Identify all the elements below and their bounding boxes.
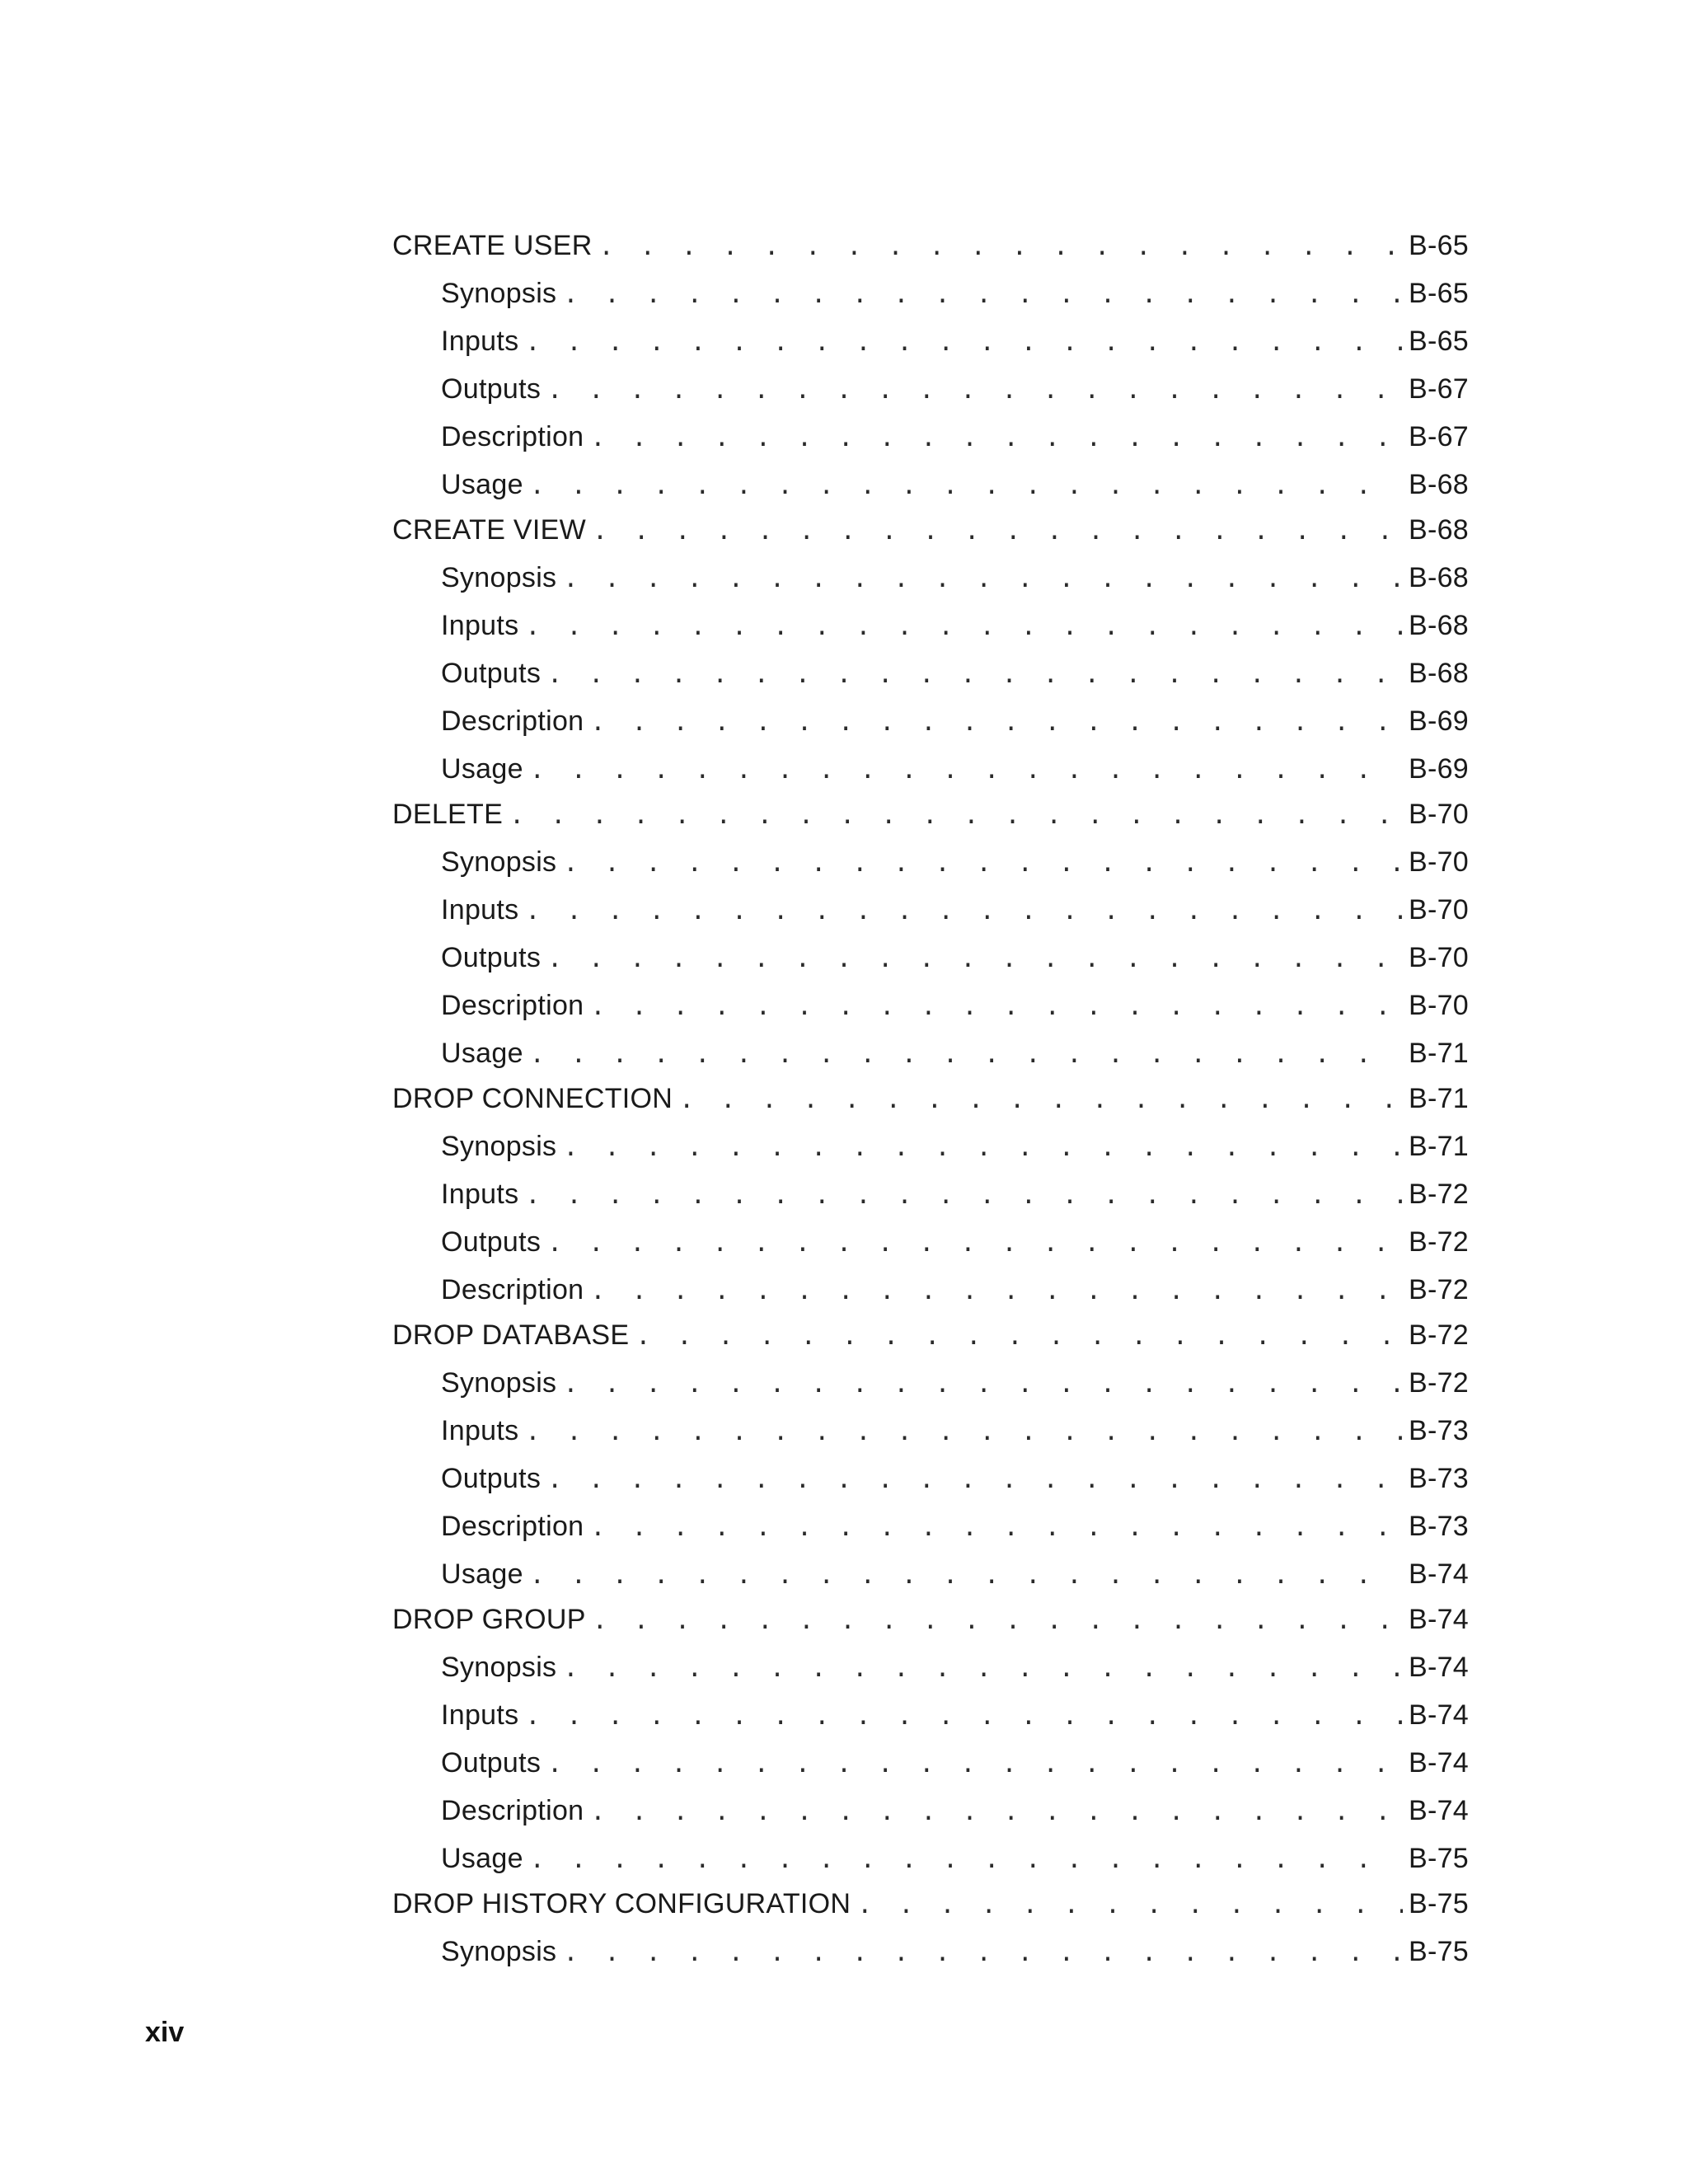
toc-subsection-entry[interactable] xyxy=(392,846,1469,880)
toc-entry-page: B-74 xyxy=(1408,1747,1469,1779)
dot-leader xyxy=(563,847,1403,880)
toc-entry-label: DROP HISTORY CONFIGURATION xyxy=(392,1888,851,1919)
toc-subsection-entry[interactable] xyxy=(392,1414,1469,1449)
toc-entry-page: B-70 xyxy=(1408,846,1469,878)
toc-entry-page: B-74 xyxy=(1408,1652,1469,1683)
dot-leader xyxy=(525,895,1403,928)
dot-leader xyxy=(530,470,1403,503)
dot-leader xyxy=(563,279,1403,312)
toc-subsection-entry[interactable] xyxy=(392,1510,1469,1544)
toc-entry-label: Description xyxy=(441,1274,584,1305)
toc-entry-label: Synopsis xyxy=(441,278,557,309)
toc-entry-label: Inputs xyxy=(441,326,519,357)
toc-subsection-entry[interactable] xyxy=(392,1226,1469,1260)
toc-subsection-entry[interactable] xyxy=(392,1794,1469,1829)
toc-entry-page: B-69 xyxy=(1408,753,1469,785)
toc-entry-page: B-65 xyxy=(1408,230,1469,261)
toc-entry-page: B-72 xyxy=(1408,1274,1469,1305)
toc-entry-page: B-67 xyxy=(1408,373,1469,405)
toc-entry-page: B-72 xyxy=(1408,1367,1469,1399)
toc-entry-label: Description xyxy=(441,1795,584,1826)
dot-leader xyxy=(593,1605,1403,1638)
dot-leader xyxy=(525,1416,1403,1449)
toc-entry-label: Usage xyxy=(441,753,523,785)
toc-subsection-entry[interactable] xyxy=(392,609,1469,644)
toc-section-entry[interactable] xyxy=(392,1603,1469,1638)
toc-subsection-entry[interactable] xyxy=(392,325,1469,359)
toc-subsection-entry[interactable] xyxy=(392,989,1469,1024)
dot-leader xyxy=(525,326,1403,359)
toc-entry-label: Usage xyxy=(441,1843,523,1874)
dot-leader xyxy=(590,1511,1403,1544)
dot-leader xyxy=(530,1844,1403,1877)
dot-leader xyxy=(547,1464,1403,1497)
dot-leader xyxy=(590,706,1403,739)
dot-leader xyxy=(590,1796,1403,1829)
dot-leader xyxy=(563,563,1403,596)
toc-entry-page: B-65 xyxy=(1408,278,1469,309)
dot-leader xyxy=(563,1368,1403,1401)
toc-subsection-entry[interactable] xyxy=(392,1178,1469,1212)
toc-entry-label: Synopsis xyxy=(441,1367,557,1399)
toc-entry-page: B-71 xyxy=(1408,1131,1469,1162)
toc-entry-label: Inputs xyxy=(441,1699,519,1731)
toc-entry-label: Synopsis xyxy=(441,1652,557,1683)
toc-entry-label: Outputs xyxy=(441,1463,542,1494)
dot-leader xyxy=(590,991,1403,1024)
dot-leader xyxy=(593,515,1403,548)
toc-entry-page: B-71 xyxy=(1408,1083,1469,1114)
toc-subsection-entry[interactable] xyxy=(392,561,1469,596)
toc-subsection-entry[interactable] xyxy=(392,1935,1469,1970)
toc-subsection-entry[interactable] xyxy=(392,1130,1469,1165)
toc-subsection-entry[interactable] xyxy=(392,752,1469,787)
toc-entry-label: Synopsis xyxy=(441,562,557,593)
toc-entry-page: B-68 xyxy=(1408,469,1469,500)
toc-entry-page: B-70 xyxy=(1408,894,1469,926)
toc-entry-label: Synopsis xyxy=(441,846,557,878)
toc-entry-page: B-70 xyxy=(1408,799,1469,830)
toc-entry-label: Inputs xyxy=(441,610,519,641)
toc-entry-label: Outputs xyxy=(441,658,542,689)
toc-entry-page: B-68 xyxy=(1408,562,1469,593)
dot-leader xyxy=(525,611,1403,644)
toc-entry-label: Usage xyxy=(441,1558,523,1590)
dot-leader xyxy=(509,799,1403,832)
dot-leader xyxy=(563,1132,1403,1165)
toc-entry-label: Usage xyxy=(441,469,523,500)
dot-leader xyxy=(530,1038,1403,1071)
dot-leader xyxy=(547,943,1403,976)
toc-subsection-entry[interactable] xyxy=(392,373,1469,407)
toc-entry-label: DROP DATABASE xyxy=(392,1319,630,1351)
toc-entry-label: Description xyxy=(441,421,584,452)
toc-entry-page: B-74 xyxy=(1408,1604,1469,1635)
toc-entry-page: B-72 xyxy=(1408,1226,1469,1258)
toc-subsection-entry[interactable] xyxy=(392,1558,1469,1592)
toc-entry-label: Description xyxy=(441,1511,584,1542)
toc-entry-label: Inputs xyxy=(441,1415,519,1446)
toc-entry-label: Synopsis xyxy=(441,1936,557,1967)
toc-entry-label: Outputs xyxy=(441,942,542,973)
toc-entry-label: DROP GROUP xyxy=(392,1604,586,1635)
toc-subsection-entry[interactable] xyxy=(392,1651,1469,1685)
toc-entry-page: B-68 xyxy=(1408,658,1469,689)
dot-leader xyxy=(679,1084,1403,1117)
toc-subsection-entry[interactable] xyxy=(392,1746,1469,1781)
toc-subsection-entry[interactable] xyxy=(392,1273,1469,1308)
toc-entry-label: CREATE VIEW xyxy=(392,514,587,546)
toc-entry-page: B-73 xyxy=(1408,1415,1469,1446)
toc-entry-page: B-72 xyxy=(1408,1319,1469,1351)
toc-entry-page: B-73 xyxy=(1408,1463,1469,1494)
dot-leader xyxy=(530,1559,1403,1592)
toc-entry-label: DROP CONNECTION xyxy=(392,1083,673,1114)
toc-entry-page: B-67 xyxy=(1408,421,1469,452)
toc-entry-label: Usage xyxy=(441,1038,523,1069)
toc-subsection-entry[interactable] xyxy=(392,1842,1469,1877)
dot-leader xyxy=(525,1179,1403,1212)
dot-leader xyxy=(547,1748,1403,1781)
toc-entry-label: Outputs xyxy=(441,373,542,405)
toc-subsection-entry[interactable] xyxy=(392,420,1469,455)
dot-leader xyxy=(635,1320,1403,1353)
toc-entry-label: Inputs xyxy=(441,894,519,926)
dot-leader xyxy=(563,1937,1403,1970)
toc-entry-page: B-74 xyxy=(1408,1699,1469,1731)
dot-leader xyxy=(590,1275,1403,1308)
toc-entry-page: B-74 xyxy=(1408,1795,1469,1826)
toc-subsection-entry[interactable] xyxy=(392,705,1469,739)
toc-entry-label: Outputs xyxy=(441,1226,542,1258)
page-number: xiv xyxy=(145,2017,185,2048)
dot-leader xyxy=(563,1652,1403,1685)
toc-subsection-entry[interactable] xyxy=(392,1366,1469,1401)
dot-leader xyxy=(530,754,1403,787)
dot-leader xyxy=(547,1227,1403,1260)
toc-entry-page: B-71 xyxy=(1408,1038,1469,1069)
toc-section-entry[interactable] xyxy=(392,798,1469,832)
toc-subsection-entry[interactable] xyxy=(392,1699,1469,1733)
toc-entry-page: B-68 xyxy=(1408,514,1469,546)
toc-entry-page: B-74 xyxy=(1408,1558,1469,1590)
dot-leader xyxy=(590,422,1403,455)
toc-subsection-entry[interactable] xyxy=(392,941,1469,976)
dot-leader xyxy=(525,1700,1403,1733)
toc-entry-label: CREATE USER xyxy=(392,230,593,261)
toc-entry-page: B-75 xyxy=(1408,1888,1469,1919)
dot-leader xyxy=(857,1889,1403,1922)
toc-section-entry[interactable] xyxy=(392,513,1469,548)
toc-entry-page: B-72 xyxy=(1408,1179,1469,1210)
dot-leader xyxy=(547,374,1403,407)
toc-section-entry[interactable] xyxy=(392,229,1469,264)
toc-entry-label: Description xyxy=(441,990,584,1021)
toc-entry-page: B-73 xyxy=(1408,1511,1469,1542)
toc-subsection-entry[interactable] xyxy=(392,1462,1469,1497)
toc-entry-page: B-68 xyxy=(1408,610,1469,641)
toc-subsection-entry[interactable] xyxy=(392,468,1469,503)
toc-section-entry[interactable] xyxy=(392,1887,1469,1922)
toc-section-entry[interactable] xyxy=(392,1082,1469,1117)
toc-entry-page: B-70 xyxy=(1408,990,1469,1021)
toc-entry-label: DELETE xyxy=(392,799,504,830)
toc-subsection-entry[interactable] xyxy=(392,277,1469,312)
toc-entry-page: B-75 xyxy=(1408,1936,1469,1967)
toc-entry-label: Description xyxy=(441,705,584,737)
toc-subsection-entry[interactable] xyxy=(392,657,1469,691)
toc-entry-page: B-65 xyxy=(1408,326,1469,357)
toc-entry-label: Inputs xyxy=(441,1179,519,1210)
toc-entry-page: B-75 xyxy=(1408,1843,1469,1874)
toc-section-entry[interactable] xyxy=(392,1319,1469,1353)
toc-entry-label: Synopsis xyxy=(441,1131,557,1162)
toc-entry-page: B-70 xyxy=(1408,942,1469,973)
toc-subsection-entry[interactable] xyxy=(392,1037,1469,1071)
dot-leader xyxy=(599,231,1403,264)
toc-subsection-entry[interactable] xyxy=(392,893,1469,928)
toc-entry-page: B-69 xyxy=(1408,705,1469,737)
toc-entry-label: Outputs xyxy=(441,1747,542,1779)
dot-leader xyxy=(547,658,1403,691)
table-of-contents xyxy=(392,229,1469,1970)
